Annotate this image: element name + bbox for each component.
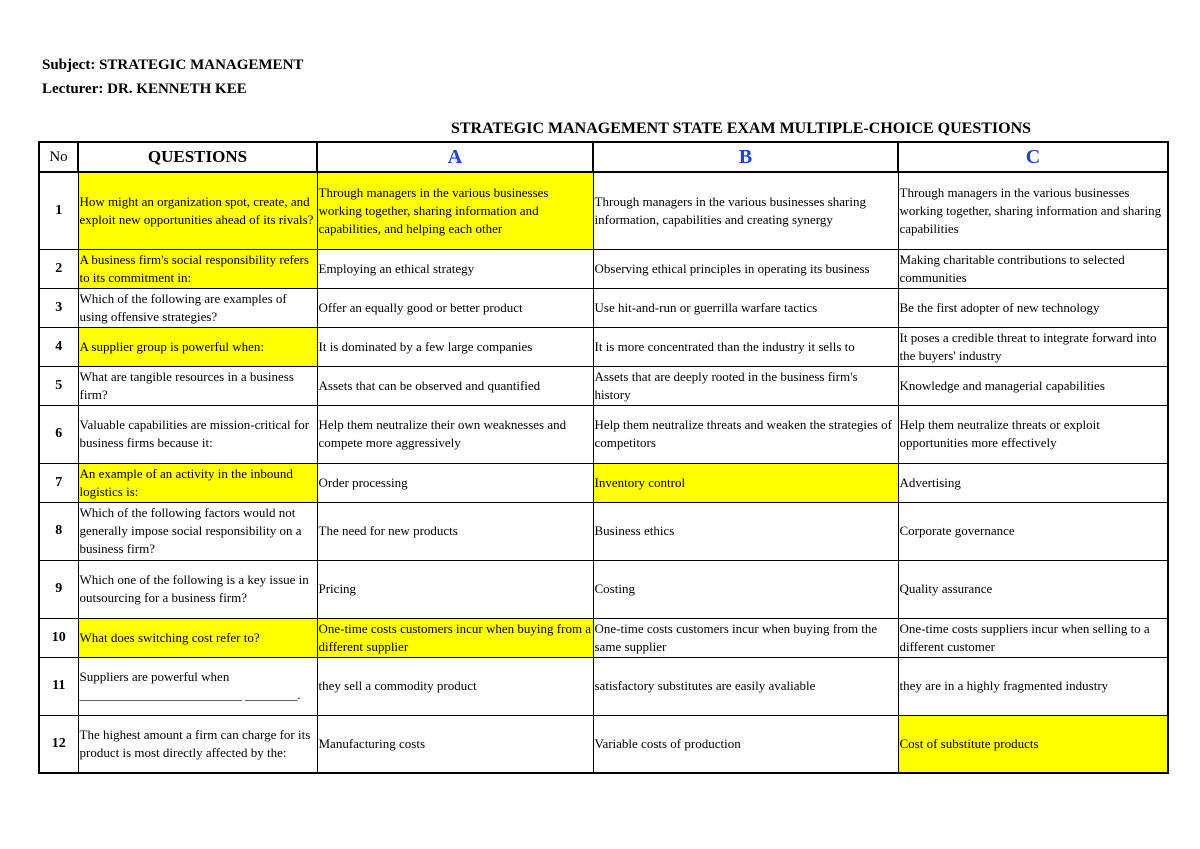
- option-c-cell: Quality assurance: [898, 560, 1168, 618]
- row-number: 5: [39, 366, 78, 405]
- table-row: [39, 405, 1168, 463]
- table-row: [39, 502, 1168, 560]
- row-number: 3: [39, 288, 78, 327]
- option-b-cell: Costing: [593, 560, 898, 618]
- option-a-cell: they sell a commodity product: [317, 657, 593, 715]
- table-row: [39, 249, 1168, 288]
- option-c-cell: Corporate governance: [898, 502, 1168, 560]
- option-c-cell: Help them neutralize threats or exploit opportunities more effectively: [898, 405, 1168, 463]
- option-b-cell: One-time costs customers incur when buying from the same supplier: [593, 618, 898, 657]
- option-a-cell: Through managers in the various businesses working together, sharing information and capabilities, and helping each other: [317, 172, 593, 249]
- option-b-cell: Observing ethical principles in operating its business: [593, 249, 898, 288]
- option-a-cell: It is dominated by a few large companies: [317, 327, 593, 366]
- row-number: 8: [39, 502, 78, 560]
- question-cell: Which one of the following is a key issue in outsourcing for a business firm?: [78, 560, 317, 618]
- row-number: 6: [39, 405, 78, 463]
- option-c-cell: Making charitable contributions to selected communities: [898, 249, 1168, 288]
- column-header-questions: QUESTIONS: [78, 142, 317, 172]
- question-cell: The highest amount a firm can charge for its product is most directly affected by the:: [78, 715, 317, 773]
- column-header-no: No: [39, 142, 78, 172]
- row-number: 4: [39, 327, 78, 366]
- option-a-cell: One-time costs customers incur when buying from a different supplier: [317, 618, 593, 657]
- option-b-cell: Through managers in the various businesses sharing information, capabilities and creating synergy: [593, 172, 898, 249]
- column-header-a: A: [317, 142, 593, 172]
- question-cell: An example of an activity in the inbound logistics is:: [78, 463, 317, 502]
- table-row: [39, 560, 1168, 618]
- option-a-cell: Manufacturing costs: [317, 715, 593, 773]
- row-number: 2: [39, 249, 78, 288]
- option-c-cell: It poses a credible threat to integrate forward into the buyers' industry: [898, 327, 1168, 366]
- option-a-cell: Help them neutralize their own weaknesses and compete more aggressively: [317, 405, 593, 463]
- question-cell: A supplier group is powerful when:: [78, 327, 317, 366]
- question-cell: Suppliers are powerful when _________________________ ________.: [78, 657, 317, 715]
- option-c-cell: One-time costs suppliers incur when selling to a different customer: [898, 618, 1168, 657]
- option-b-cell: Business ethics: [593, 502, 898, 560]
- table-row: [39, 715, 1168, 773]
- question-cell: Which of the following are examples of using offensive strategies?: [78, 288, 317, 327]
- option-b-cell: Help them neutralize threats and weaken the strategies of competitors: [593, 405, 898, 463]
- table-row: [39, 288, 1168, 327]
- option-a-cell: Pricing: [317, 560, 593, 618]
- question-cell: What does switching cost refer to?: [78, 618, 317, 657]
- row-number: 9: [39, 560, 78, 618]
- lecturer-line: Lecturer: DR. KENNETH KEE: [42, 81, 247, 97]
- option-a-cell: Offer an equally good or better product: [317, 288, 593, 327]
- option-b-cell: Assets that are deeply rooted in the business firm's history: [593, 366, 898, 405]
- option-a-cell: Order processing: [317, 463, 593, 502]
- row-number: 12: [39, 715, 78, 773]
- table-row: [39, 657, 1168, 715]
- column-header-b: B: [593, 142, 898, 172]
- table-row: [39, 327, 1168, 366]
- table-row: [39, 463, 1168, 502]
- question-cell: Which of the following factors would not generally impose social responsibility on a business firm?: [78, 502, 317, 560]
- option-a-cell: Assets that can be observed and quantified: [317, 366, 593, 405]
- row-number: 10: [39, 618, 78, 657]
- option-c-cell: they are in a highly fragmented industry: [898, 657, 1168, 715]
- row-number: 7: [39, 463, 78, 502]
- option-a-cell: Employing an ethical strategy: [317, 249, 593, 288]
- question-cell: What are tangible resources in a business firm?: [78, 366, 317, 405]
- table-header-row: [39, 142, 1168, 172]
- option-b-cell: satisfactory substitutes are easily avaliable: [593, 657, 898, 715]
- question-cell: How might an organization spot, create, and exploit new opportunities ahead of its rivals?: [78, 172, 317, 249]
- mcq-table: [38, 141, 1169, 774]
- table-row: [39, 618, 1168, 657]
- question-cell: A business firm's social responsibility refers to its commitment in:: [78, 249, 317, 288]
- option-c-cell: Through managers in the various businesses working together, sharing information and sharing capabilities: [898, 172, 1168, 249]
- option-c-cell: Be the first adopter of new technology: [898, 288, 1168, 327]
- option-c-cell: Advertising: [898, 463, 1168, 502]
- option-a-cell: The need for new products: [317, 502, 593, 560]
- row-number: 11: [39, 657, 78, 715]
- option-b-cell: Variable costs of production: [593, 715, 898, 773]
- option-b-cell: It is more concentrated than the industry it sells to: [593, 327, 898, 366]
- subject-line: Subject: STRATEGIC MANAGEMENT: [42, 57, 304, 73]
- option-b-cell: Use hit-and-run or guerrilla warfare tactics: [593, 288, 898, 327]
- option-b-cell: Inventory control: [593, 463, 898, 502]
- table-row: [39, 366, 1168, 405]
- row-number: 1: [39, 172, 78, 249]
- column-header-c: C: [898, 142, 1168, 172]
- table-row: [39, 172, 1168, 249]
- option-c-cell: Knowledge and managerial capabilities: [898, 366, 1168, 405]
- exam-title: STRATEGIC MANAGEMENT STATE EXAM MULTIPLE-CHOICE QUESTIONS: [450, 120, 1032, 137]
- question-cell: Valuable capabilities are mission-critical for business firms because it:: [78, 405, 317, 463]
- option-c-cell: Cost of substitute products: [898, 715, 1168, 773]
